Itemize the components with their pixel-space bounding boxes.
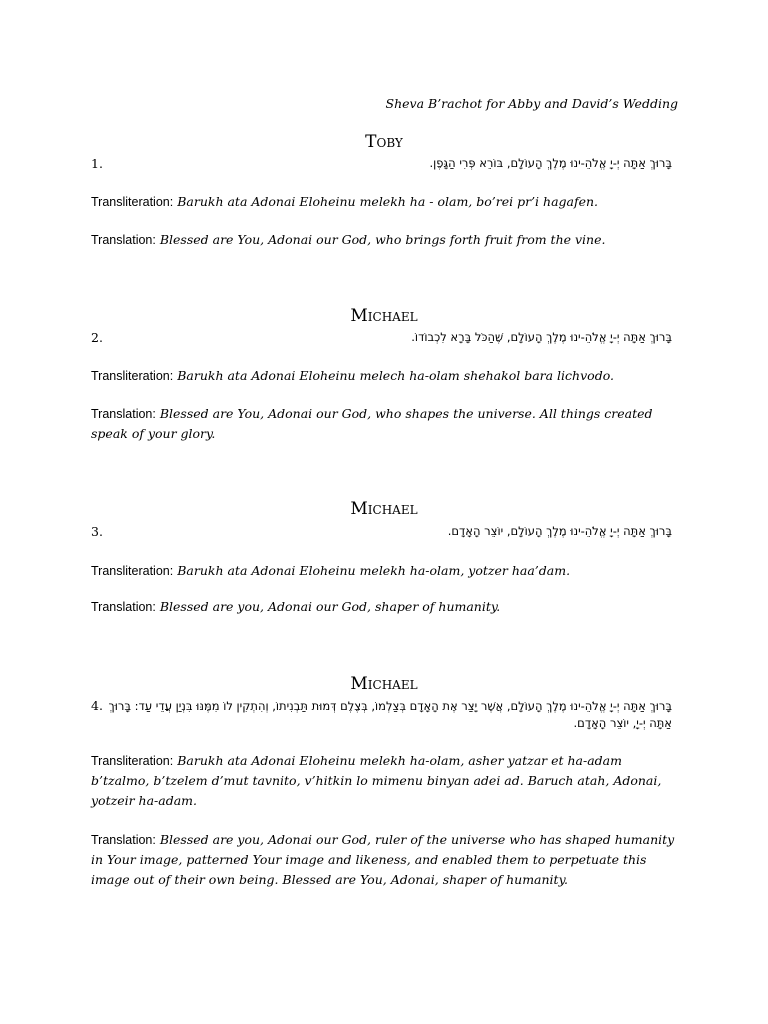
translation-1 xyxy=(91,230,683,250)
blessing-number-4: 4. xyxy=(91,698,103,713)
reader-name-3: Michael xyxy=(350,499,418,519)
hebrew-blessing-3: בָּרוּךְ אַתָּה יְ-יָ אֱלֹהֵ-ינוּ מֶלֶךְ הָעוֹלָם, יוֹצֵר הָאָדָם. xyxy=(447,524,672,538)
transliteration-label: Transliteration: xyxy=(91,195,174,209)
hebrew-blessing-4: בָּרוּךְ אַתָּה יְ-יָ אֱלֹהֵ-ינוּ מֶלֶךְ הָעוֹלָם, אֲשֶׁר יָצַר אֶת הָאָדָם בְּצַלְמוֹ, בְּצֶלֶם דְּמוּת תַּבְנִיתוֹ, וְהִתְקִין לוֹ מִמֶּנּוּ בִּנְיַן עֲדֵי עַד: בָּרוּךְ אַתָּה יְ-יָ, יוֹצֵר הָאָדָם. xyxy=(108,699,672,730)
translation-3 xyxy=(91,597,683,617)
transliteration-4 xyxy=(91,751,683,811)
transliteration-text: Barukh ata Adonai Eloheinu melekh ha - olam, bo’rei pr’i hagafen. xyxy=(177,194,599,209)
translation-text: Blessed are You, Adonai our God, who shapes the universe. All things created speak of your glory. xyxy=(91,406,653,441)
translation-label: Translation: xyxy=(91,600,156,614)
translation-label: Translation: xyxy=(91,233,156,247)
translation-2 xyxy=(91,404,683,444)
hebrew-blessing-2: בָּרוּךְ אַתָּה יְ-יָ אֱלֹהֵ-ינוּ מֶלֶךְ הָעוֹלָם, שֶׁהַכֹּל בָּרָא לִכְבוֹדוֹ. xyxy=(411,330,672,344)
reader-name-2: Michael xyxy=(350,306,418,326)
transliteration-3 xyxy=(91,561,683,581)
blessing-number-1: 1. xyxy=(91,156,103,171)
translation-label: Translation: xyxy=(91,833,156,847)
translation-text: Blessed are you, Adonai our God, shaper of humanity. xyxy=(159,599,501,614)
reader-name-4: Michael xyxy=(350,674,418,694)
reader-name-1: Toby xyxy=(365,132,403,152)
hebrew-blessing-1: בָּרוּךְ אַתָּה יְ-יָ אֱלֹהֵ-ינוּ מֶלֶךְ הָעוֹלָם, בּוֹרֵא פְּרִי הַגָּפֶן. xyxy=(429,156,672,170)
document-title: Sheva B’rachot for Abby and David’s Wedding xyxy=(385,96,678,111)
transliteration-1 xyxy=(91,192,683,212)
transliteration-label: Transliteration: xyxy=(91,369,174,383)
transliteration-label: Transliteration: xyxy=(91,564,174,578)
transliteration-label: Transliteration: xyxy=(91,754,174,768)
transliteration-text: Barukh ata Adonai Eloheinu melech ha-olam shehakol bara lichvodo. xyxy=(177,368,614,383)
translation-text: Blessed are you, Adonai our God, ruler of the universe who has shaped humanity in Your image, patterned Your image and likeness, and enabled them to perpetuate this image out of their own being. Blessed are You, Adonai, shaper of humanity. xyxy=(91,832,675,887)
translation-4 xyxy=(91,830,683,890)
translation-label: Translation: xyxy=(91,407,156,421)
translation-text: Blessed are You, Adonai our God, who brings forth fruit from the vine. xyxy=(159,232,606,247)
blessing-number-3: 3. xyxy=(91,524,103,539)
transliteration-text: Barukh ata Adonai Eloheinu melekh ha-olam, yotzer haa’dam. xyxy=(177,563,571,578)
transliteration-text: Barukh ata Adonai Eloheinu melekh ha-olam, asher yatzar et ha-adam b’tzalmo, b’tzelem d’mut tavnito, v’hitkin lo mimenu binyan adei ad. Baruch atah, Adonai, yotzeir ha-adam. xyxy=(91,753,662,808)
transliteration-2 xyxy=(91,366,683,386)
blessing-number-2: 2. xyxy=(91,330,103,345)
